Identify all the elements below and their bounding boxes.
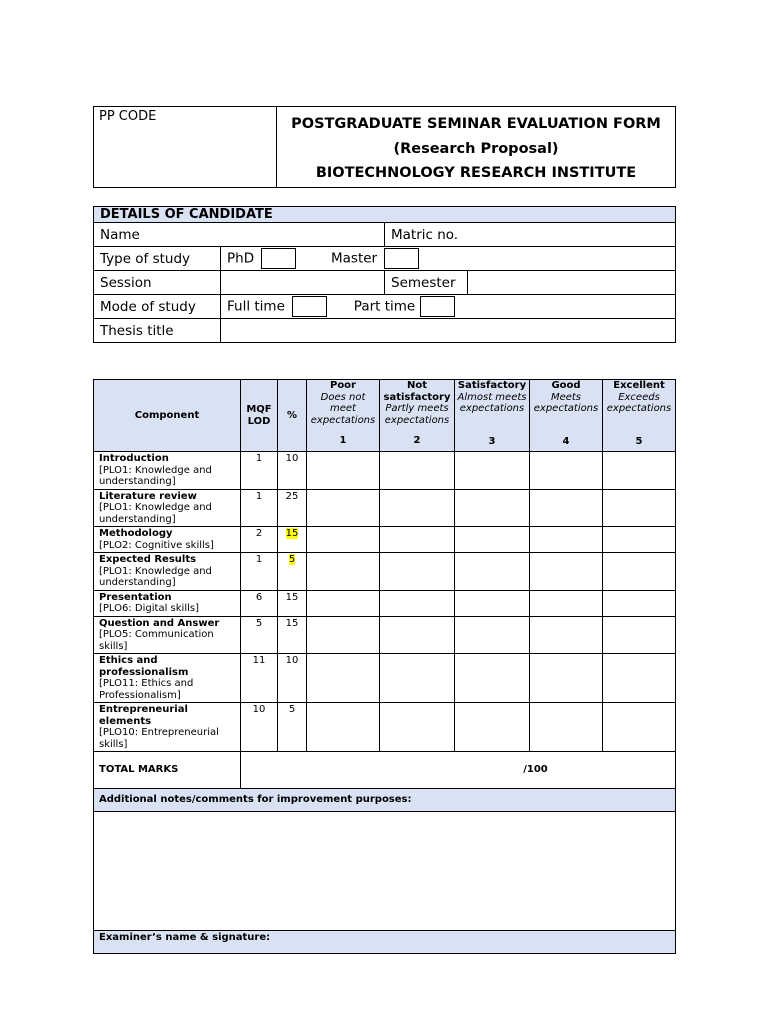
candidate-details-table	[93, 206, 676, 343]
component-cell	[94, 489, 241, 527]
percent-value: 15	[285, 528, 299, 539]
score-5-cell[interactable]	[603, 553, 676, 591]
component-plo: [PLO10: Entrepreneurial skills]	[99, 727, 219, 750]
matric-label: Matric no.	[391, 226, 459, 243]
mode-of-study-options	[221, 295, 676, 319]
component-name: Methodology	[99, 528, 173, 539]
component-name: Question and Answer	[99, 617, 220, 629]
mqf-lod-cell: 10	[241, 703, 278, 752]
score-2-cell[interactable]	[380, 527, 455, 553]
form-title: POSTGRADUATE SEMINAR EVALUATION FORM	[291, 116, 661, 132]
component-plo: [PLO2: Cognitive skills]	[99, 539, 214, 551]
component-name: Expected Results	[99, 554, 197, 565]
score-3-cell[interactable]	[455, 527, 530, 553]
score-2-cell[interactable]	[380, 590, 455, 616]
master-checkbox[interactable]	[384, 248, 419, 269]
component-cell	[94, 654, 241, 703]
percent-value: 5	[288, 704, 296, 715]
score-3-cell[interactable]	[455, 553, 530, 591]
percent-cell	[278, 489, 307, 527]
phd-label: PhD	[227, 250, 255, 267]
score-3-cell[interactable]	[455, 590, 530, 616]
score-1-cell[interactable]	[307, 527, 380, 553]
percent-value: 5	[288, 554, 296, 565]
pp-code-cell	[94, 107, 277, 188]
pp-code-label: PP CODE	[99, 109, 157, 124]
form-header	[93, 106, 676, 188]
evaluation-rows	[94, 452, 676, 752]
table-row	[94, 489, 676, 527]
mqf-lod-cell: 1	[241, 553, 278, 591]
mqf-lod-cell: 1	[241, 489, 278, 527]
score-5-cell[interactable]	[603, 616, 676, 654]
score-1-cell[interactable]	[307, 654, 380, 703]
score-3-cell[interactable]	[455, 489, 530, 527]
score-5-cell[interactable]	[603, 527, 676, 553]
score-5-cell[interactable]	[603, 489, 676, 527]
component-plo: [PLO1: Knowledge and understanding]	[99, 565, 212, 588]
percent-value: 10	[285, 453, 299, 464]
score-4-cell[interactable]	[530, 703, 603, 752]
score-2-cell[interactable]	[380, 489, 455, 527]
component-cell	[94, 527, 241, 553]
score-3-cell[interactable]	[455, 703, 530, 752]
table-row	[94, 452, 676, 490]
evaluation-table	[93, 379, 676, 954]
percent-cell	[278, 553, 307, 591]
score-5-cell[interactable]	[603, 452, 676, 490]
parttime-checkbox[interactable]	[420, 296, 455, 317]
candidate-section-title: DETAILS OF CANDIDATE	[94, 207, 676, 223]
mode-of-study-label: Mode of study	[94, 295, 221, 319]
percent-value: 15	[285, 617, 299, 629]
fulltime-label: Full time	[227, 298, 285, 315]
score-4-cell[interactable]	[530, 489, 603, 527]
component-plo: [PLO11: Ethics and Professionalism]	[99, 678, 194, 701]
score-3-cell[interactable]	[455, 654, 530, 703]
matric-field[interactable]	[385, 223, 676, 247]
mqf-lod-cell: 1	[241, 452, 278, 490]
score-1-cell[interactable]	[307, 553, 380, 591]
component-cell	[94, 590, 241, 616]
component-cell	[94, 616, 241, 654]
session-label: Session	[94, 271, 221, 295]
score-2-cell[interactable]	[380, 654, 455, 703]
mqf-lod-cell: 6	[241, 590, 278, 616]
score-5-cell[interactable]	[603, 703, 676, 752]
table-row	[94, 590, 676, 616]
thesis-title-label: Thesis title	[94, 319, 221, 343]
score-1-cell[interactable]	[307, 452, 380, 490]
table-row	[94, 553, 676, 591]
semester-field[interactable]	[468, 271, 676, 295]
component-plo: [PLO1: Knowledge and understanding]	[99, 502, 212, 525]
percent-cell	[278, 703, 307, 752]
component-plo: [PLO5: Communication skills]	[99, 629, 214, 652]
percent-cell	[278, 616, 307, 654]
score-3-cell[interactable]	[455, 452, 530, 490]
phd-checkbox[interactable]	[261, 248, 296, 269]
component-header: Component	[94, 380, 241, 452]
score-2-cell[interactable]	[380, 452, 455, 490]
score-4-cell[interactable]	[530, 452, 603, 490]
score-4-cell[interactable]	[530, 616, 603, 654]
fulltime-checkbox[interactable]	[292, 296, 327, 317]
percent-cell	[278, 590, 307, 616]
table-row	[94, 703, 676, 752]
thesis-title-field[interactable]	[221, 319, 676, 343]
component-cell	[94, 553, 241, 591]
form-subtitle: (Research Proposal)	[393, 140, 559, 157]
name-field[interactable]	[94, 223, 385, 247]
mqf-lod-cell: 5	[241, 616, 278, 654]
scale-not-satisfactory-header: Not satisfactory Partly meets expectations 2	[380, 380, 455, 452]
component-plo: [PLO6: Digital skills]	[99, 603, 199, 614]
form-title-cell	[277, 107, 676, 188]
score-5-cell[interactable]	[603, 590, 676, 616]
score-4-cell[interactable]	[530, 527, 603, 553]
table-row	[94, 527, 676, 553]
percent-header: %	[278, 380, 307, 452]
score-1-cell[interactable]	[307, 590, 380, 616]
score-1-cell[interactable]	[307, 616, 380, 654]
score-5-cell[interactable]	[603, 654, 676, 703]
percent-cell	[278, 527, 307, 553]
score-1-cell[interactable]	[307, 489, 380, 527]
score-4-cell[interactable]	[530, 654, 603, 703]
component-name: Introduction	[99, 453, 169, 464]
score-2-cell[interactable]	[380, 553, 455, 591]
total-marks-value: /100	[241, 752, 676, 789]
component-name: Presentation	[99, 591, 172, 603]
scale-poor-header: Poor Does not meet expectations 1	[307, 380, 380, 452]
scale-good-header: Good Meets expectations 4	[530, 380, 603, 452]
mqf-lod-header: MQF LOD	[241, 380, 278, 452]
semester-label: Semester	[385, 271, 468, 295]
notes-field[interactable]	[94, 812, 676, 931]
percent-value: 25	[285, 490, 299, 502]
scale-satisfactory-header: Satisfactory Almost meets expectations 3	[455, 380, 530, 452]
percent-cell	[278, 654, 307, 703]
scale-excellent-header: Excellent Exceeds expectations 5	[603, 380, 676, 452]
table-row	[94, 616, 676, 654]
score-4-cell[interactable]	[530, 553, 603, 591]
master-label: Master	[330, 250, 378, 267]
notes-label: Additional notes/comments for improvement purposes:	[94, 789, 676, 812]
component-name: Ethics and professionalism	[99, 655, 189, 678]
session-field[interactable]	[221, 271, 385, 295]
component-cell	[94, 452, 241, 490]
mqf-lod-cell: 11	[241, 654, 278, 703]
type-of-study-options	[221, 247, 676, 271]
score-1-cell[interactable]	[307, 703, 380, 752]
component-cell	[94, 703, 241, 752]
mqf-lod-cell: 2	[241, 527, 278, 553]
score-3-cell[interactable]	[455, 616, 530, 654]
percent-value: 15	[285, 591, 299, 603]
component-name: Literature review	[99, 490, 197, 502]
percent-value: 10	[285, 655, 299, 666]
score-2-cell[interactable]	[380, 703, 455, 752]
name-label: Name	[100, 226, 140, 243]
type-of-study-label: Type of study	[94, 247, 221, 271]
total-marks-label: TOTAL MARKS	[94, 752, 241, 789]
component-plo: [PLO1: Knowledge and understanding]	[99, 464, 212, 487]
examiner-signature-label: Examiner’s name & signature:	[94, 931, 676, 954]
score-4-cell[interactable]	[530, 590, 603, 616]
table-row	[94, 654, 676, 703]
component-name: Entrepreneurial elements	[99, 704, 188, 727]
parttime-label: Part time	[353, 298, 416, 315]
percent-cell	[278, 452, 307, 490]
score-2-cell[interactable]	[380, 616, 455, 654]
institute-name: BIOTECHNOLOGY RESEARCH INSTITUTE	[315, 165, 637, 181]
